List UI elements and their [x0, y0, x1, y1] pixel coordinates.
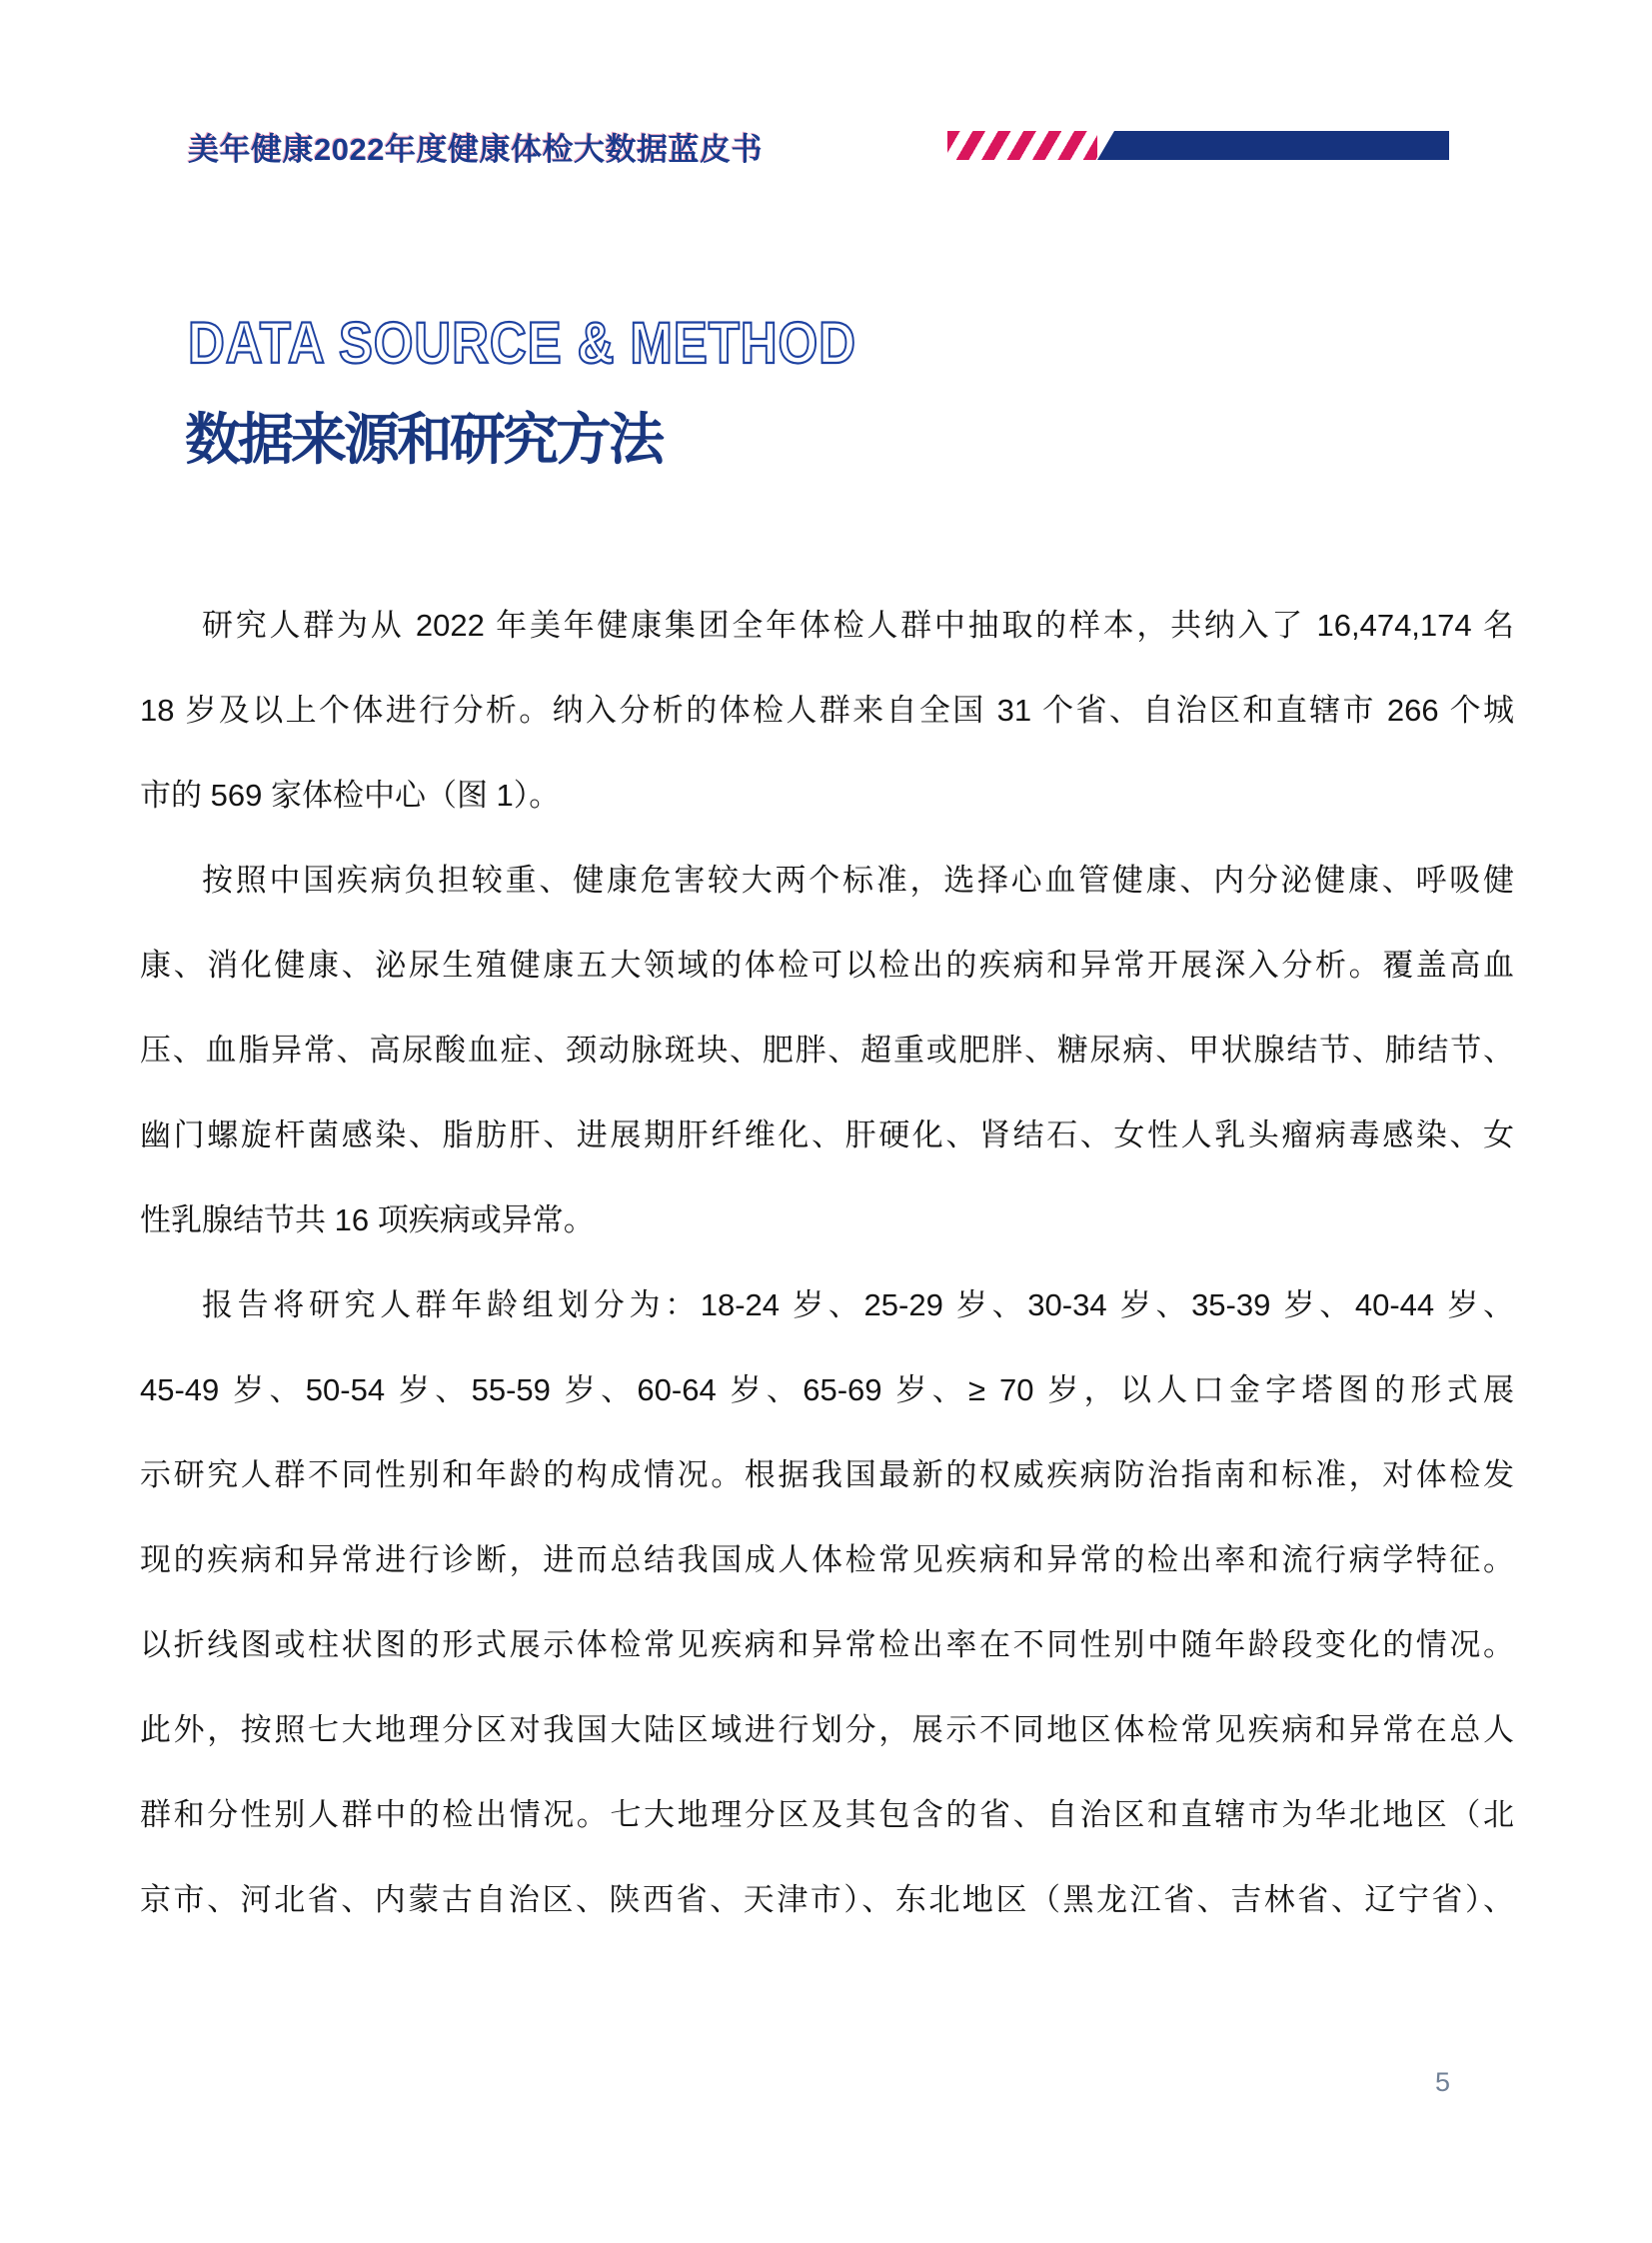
page-number: 5: [1435, 2067, 1451, 2097]
body-line: 示研究人群不同性别和年龄的构成情况。根据我国最新的权威疾病防治指南和标准，对体检发: [140, 1457, 1514, 1492]
body-line: 此外，按照七大地理分区对我国大陆区域进行划分，展示不同地区体检常见疾病和异常在总人: [140, 1712, 1514, 1747]
body-line: 康、消化健康、泌尿生殖健康五大领域的体检可以检出的疾病和异常开展深入分析。覆盖高血: [140, 948, 1514, 983]
section-title-english: DATA SOURCE & METHOD: [188, 311, 856, 376]
header-stripes-decoration-icon: [947, 131, 1097, 160]
header-bar-decoration: [1097, 131, 1449, 160]
body-line: 群和分性别人群中的检出情况。七大地理分区及其包含的省、自治区和直辖市为华北地区（北: [140, 1797, 1514, 1832]
body-line: 压、血脂异常、高尿酸血症、颈动脉斑块、肥胖、超重或肥胖、糖尿病、甲状腺结节、肺结节、: [140, 1033, 1514, 1068]
body-line: 性乳腺结节共 16 项疾病或异常。: [140, 1202, 595, 1237]
body-line: 报告将研究人群年龄组划分为：18-24 岁、25-29 岁、30-34 岁、35-39 岁、40-44 岁、: [202, 1287, 1514, 1322]
body-line: 市的 569 家体检中心（图 1）。: [140, 778, 561, 813]
body-line: 京市、河北省、内蒙古自治区、陕西省、天津市）、东北地区（黑龙江省、吉林省、辽宁省）、: [140, 1882, 1514, 1917]
body-text: [140, 583, 1514, 1942]
section-title-chinese: 数据来源和研究方法: [185, 408, 662, 471]
body-line: 研究人群为从 2022 年美年健康集团全年体检人群中抽取的样本，共纳入了 16,474,174 名: [202, 608, 1514, 643]
body-line: 以折线图或柱状图的形式展示体检常见疾病和异常检出率在不同性别中随年龄段变化的情况。: [140, 1627, 1514, 1662]
body-line: 幽门螺旋杆菌感染、脂肪肝、进展期肝纤维化、肝硬化、肾结石、女性人乳头瘤病毒感染、女: [140, 1118, 1514, 1152]
report-header-title: 美年健康2022年度健康体检大数据蓝皮书: [188, 132, 763, 167]
body-line: 现的疾病和异常进行诊断，进而总结我国成人体检常见疾病和异常的检出率和流行病学特征。: [140, 1542, 1514, 1577]
body-line: 45-49 岁、50-54 岁、55-59 岁、60-64 岁、65-69 岁、≥ 70 岁，以人口金字塔图的形式展: [140, 1372, 1514, 1407]
body-line: 按照中国疾病负担较重、健康危害较大两个标准，选择心血管健康、内分泌健康、呼吸健: [202, 863, 1514, 898]
body-line: 18 岁及以上个体进行分析。纳入分析的体检人群来自全国 31 个省、自治区和直辖市 266 个城: [140, 693, 1514, 728]
